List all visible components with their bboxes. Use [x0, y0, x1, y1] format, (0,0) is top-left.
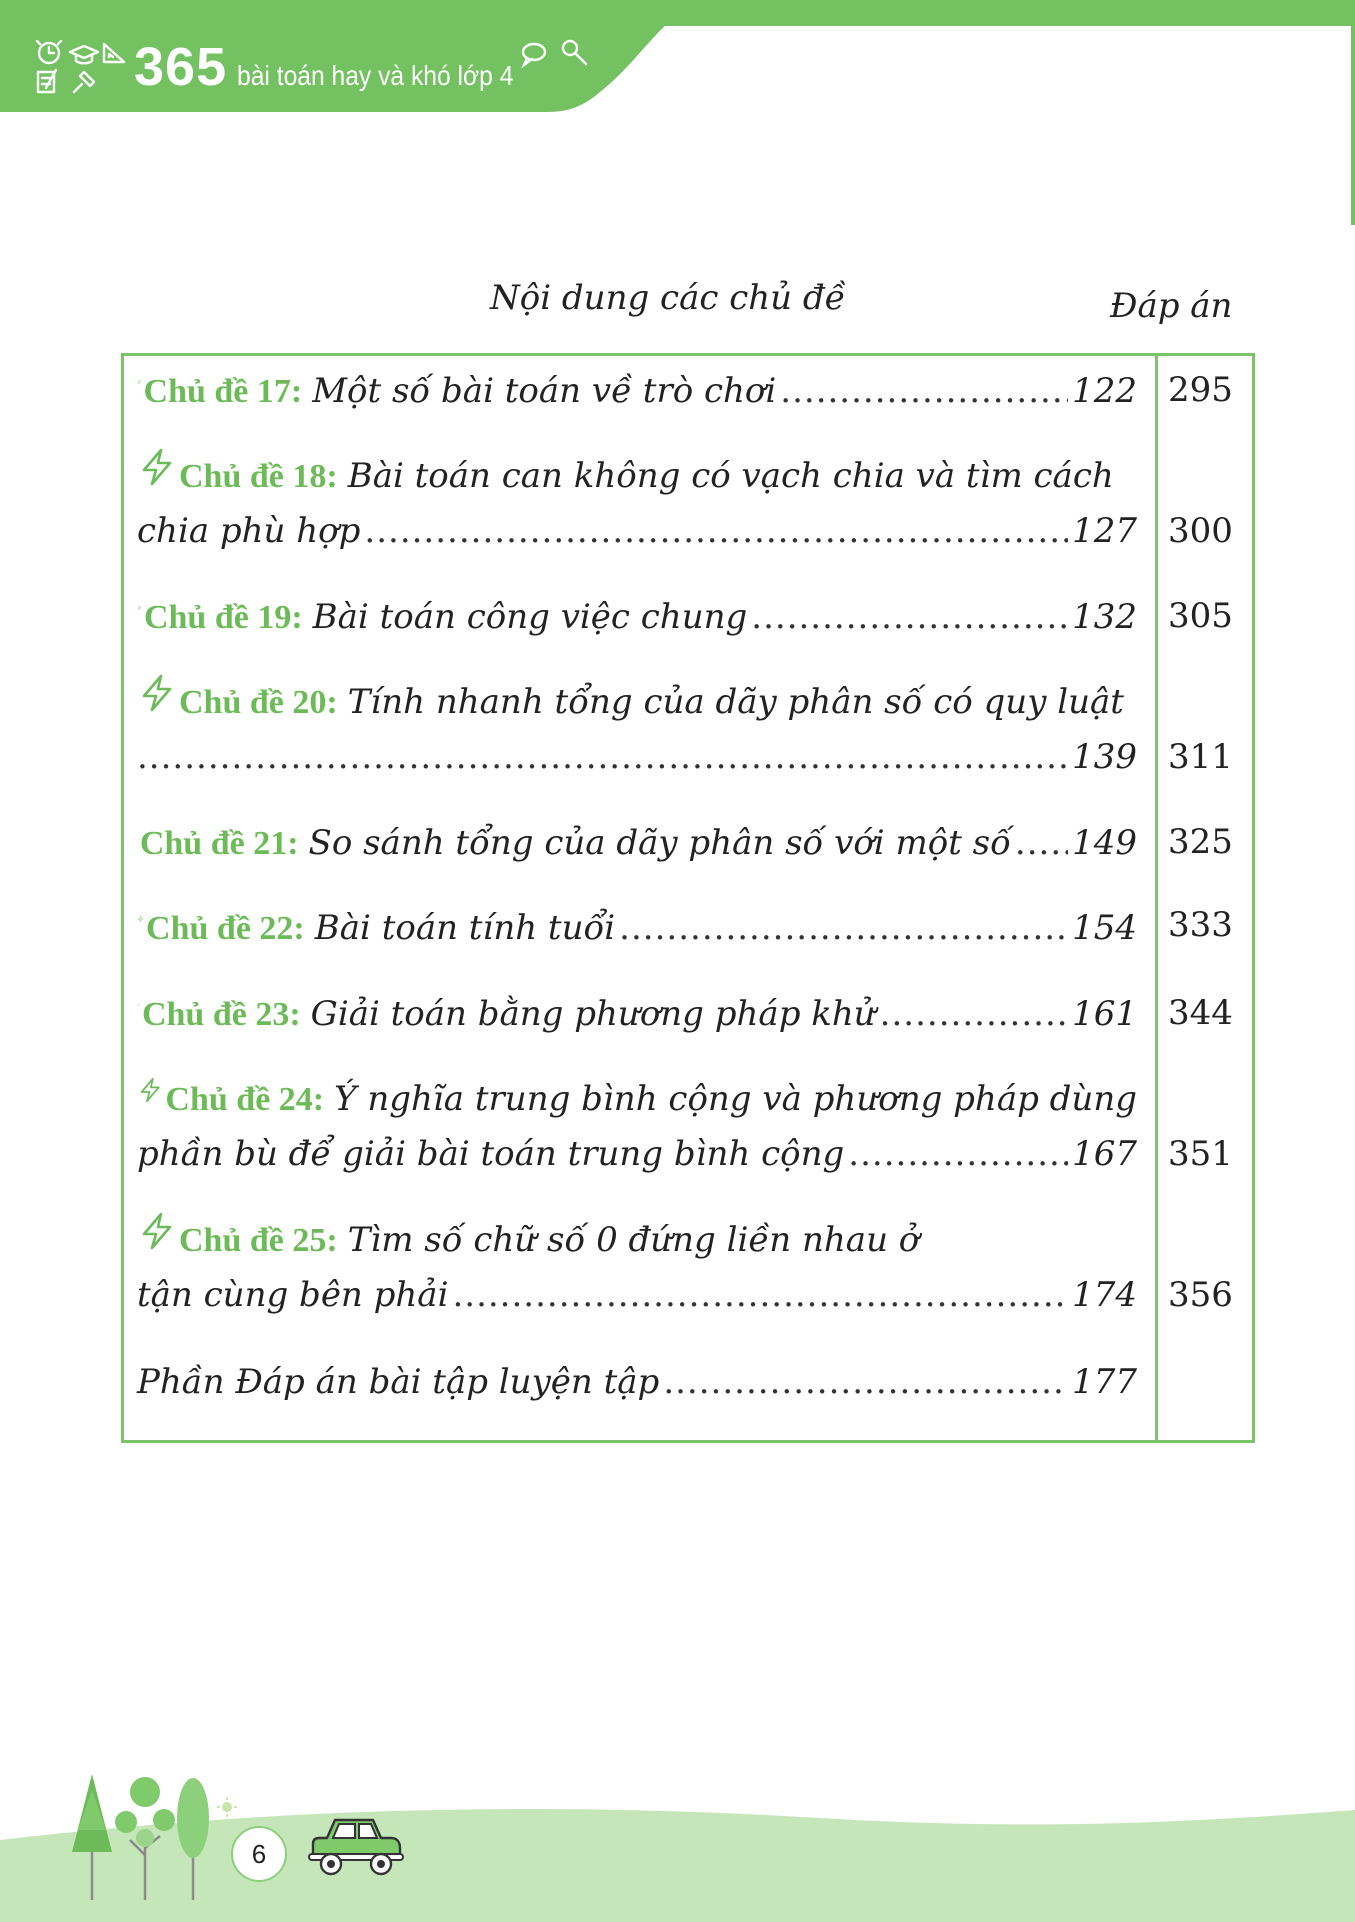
book-title — [134, 36, 551, 96]
entry-title: Tính nhanh tổng của dãy phân số có quy luật — [347, 682, 1124, 722]
chat-search-icons — [520, 36, 592, 76]
dot-leader — [619, 900, 1068, 956]
dot-leader — [780, 363, 1068, 419]
entry-answer-page: 311 — [1168, 737, 1233, 777]
dot-leader — [1015, 815, 1068, 871]
entry-answer-page: 356 — [1168, 1275, 1233, 1315]
entry-title: Bài toán can không có vạch chia và tìm cách — [347, 456, 1114, 496]
lightning-icon — [137, 447, 177, 487]
entry-page: 174 — [1072, 1275, 1137, 1315]
dot-leader — [364, 503, 1068, 559]
entry-title-continued: chia phù hợp — [137, 511, 361, 551]
entry-page: 177 — [1072, 1362, 1137, 1402]
sun-icon — [216, 1796, 238, 1818]
entry-answer-page: 295 — [1168, 370, 1233, 410]
entry-title: So sánh tổng của dãy phân số với một số — [308, 823, 1011, 863]
toc-entry-19[interactable] — [137, 588, 1137, 644]
dot-leader — [452, 1267, 1068, 1323]
dot-leader — [751, 589, 1068, 645]
lightning-icon — [137, 985, 140, 1025]
entry-answer-page: 325 — [1168, 822, 1233, 862]
entry-label: Chủ đề 25: — [179, 1222, 338, 1259]
entry-page: 122 — [1072, 371, 1137, 411]
page-number: 6 — [231, 1826, 287, 1882]
entry-label: Chủ đề 21: — [139, 825, 299, 862]
entry-answer-page: 344 — [1168, 993, 1233, 1033]
dot-leader — [848, 1126, 1068, 1182]
toc-entry-22[interactable] — [137, 899, 1137, 955]
entry-label: Chủ đề 18: — [179, 458, 338, 495]
entry-label: Chủ đề 22: — [146, 910, 305, 947]
entry-title: Giải toán bằng phương pháp khử — [310, 994, 876, 1034]
entry-title: Ý nghĩa trung bình cộng và phương pháp dùng — [334, 1079, 1137, 1119]
dot-leader — [137, 729, 1068, 785]
entry-title-continued: phần bù để giải bài toán trung bình cộng — [137, 1134, 845, 1174]
entry-answer-page: 305 — [1168, 596, 1233, 636]
lightning-icon — [137, 899, 144, 939]
trees-illustration — [60, 1760, 220, 1900]
entry-title: Bài toán công việc chung — [312, 597, 748, 637]
entry-title-continued: tận cùng bên phải — [137, 1275, 449, 1315]
entry-page: 132 — [1072, 597, 1137, 637]
entry-title: Bài toán tính tuổi — [314, 908, 616, 948]
column-heading-topics: Nội dung các chủ đề — [490, 278, 846, 318]
entry-title: Phần Đáp án bài tập luyện tập — [137, 1362, 660, 1402]
lightning-icon — [137, 1070, 163, 1110]
toc-entry-24[interactable] — [137, 1070, 1137, 1182]
toc-entry-23[interactable] — [137, 985, 1137, 1041]
toc-column-divider — [1155, 353, 1158, 1443]
toc-entry-17[interactable] — [137, 362, 1137, 418]
car-icon — [305, 1810, 405, 1882]
toc-entry-21[interactable] — [137, 814, 1137, 870]
entry-title: Một số bài toán về trò chơi — [312, 371, 777, 411]
dot-leader — [880, 986, 1068, 1042]
toc-entry-20[interactable] — [137, 673, 1137, 785]
entry-page: 127 — [1072, 511, 1137, 551]
column-heading-answers: Đáp án — [1110, 286, 1233, 326]
lightning-icon — [137, 673, 177, 713]
entry-label: Chủ đề 20: — [179, 684, 338, 721]
book-subtitle: bài toán hay và khó lớp 4 — [237, 60, 514, 91]
entry-label: Chủ đề 19: — [143, 599, 303, 636]
entry-answer-page: 351 — [1168, 1134, 1233, 1174]
entry-page: 161 — [1072, 994, 1137, 1034]
toc-entry-answers-section[interactable] — [137, 1354, 1137, 1410]
toc-entry-18[interactable] — [137, 447, 1137, 559]
entry-label: Chủ đề 23: — [141, 996, 301, 1033]
entry-title: Tìm số chữ số 0 đứng liền nhau ở — [347, 1220, 920, 1260]
entry-page: 167 — [1072, 1134, 1137, 1174]
dot-leader — [663, 1354, 1068, 1410]
lightning-icon — [137, 362, 142, 402]
entry-page: 149 — [1072, 823, 1137, 863]
entry-label: Chủ đề 24: — [165, 1081, 325, 1118]
toc-entry-25[interactable] — [137, 1211, 1137, 1323]
entry-page: 139 — [1072, 737, 1137, 777]
entry-answer-page: 300 — [1168, 511, 1233, 551]
book-number: 365 — [134, 37, 228, 97]
entry-page: 154 — [1072, 908, 1137, 948]
lightning-icon — [137, 588, 142, 628]
lightning-icon — [137, 1211, 177, 1251]
lightning-icon — [137, 814, 138, 854]
school-icons — [32, 36, 142, 100]
entry-answer-page: 333 — [1168, 905, 1233, 945]
entry-label: Chủ đề 17: — [143, 373, 303, 410]
page-edge-accent — [1351, 0, 1355, 225]
